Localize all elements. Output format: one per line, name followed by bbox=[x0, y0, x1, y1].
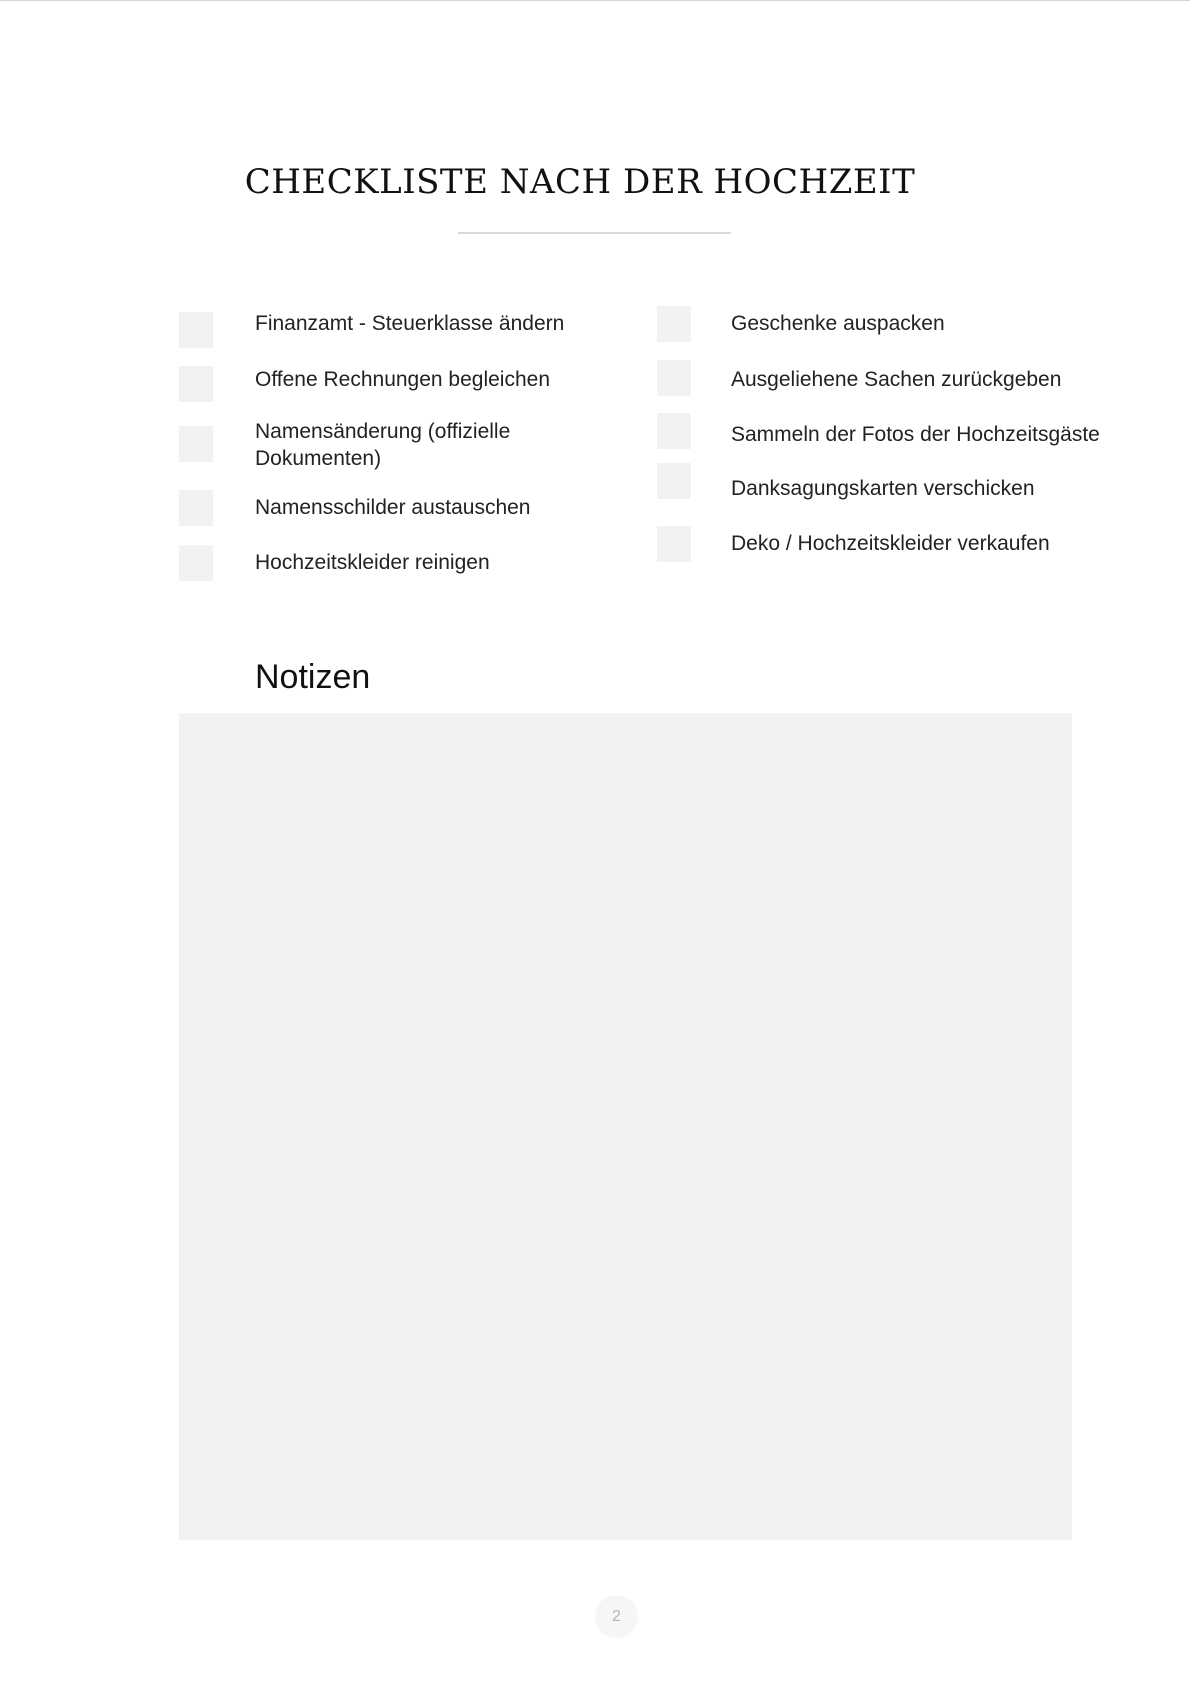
checkbox[interactable] bbox=[657, 360, 691, 396]
checklist-item-label: Deko / Hochzeitskleider verkaufen bbox=[731, 532, 1050, 555]
checkbox[interactable] bbox=[657, 306, 691, 342]
checkbox[interactable] bbox=[179, 366, 213, 402]
checklist-item-label: Sammeln der Fotos der Hochzeitsgäste bbox=[731, 423, 1100, 446]
page-number: 2 bbox=[595, 1595, 638, 1638]
checklist-item-label: Ausgeliehene Sachen zurückgeben bbox=[731, 368, 1062, 391]
checkbox[interactable] bbox=[657, 526, 691, 562]
checkbox[interactable] bbox=[179, 312, 213, 348]
title-divider bbox=[458, 232, 731, 234]
checklist-item-label: Danksagungskarten verschicken bbox=[731, 477, 1035, 500]
checklist-item-label: Finanzamt - Steuerklasse ändern bbox=[255, 312, 565, 335]
checklist-item-label: Namensänderung (offizielle Dokumenten) bbox=[255, 420, 511, 470]
checklist-item-label: Geschenke auspacken bbox=[731, 312, 945, 335]
checklist-item-label: Offene Rechnungen begleichen bbox=[255, 368, 551, 391]
checkbox[interactable] bbox=[179, 426, 213, 462]
checkbox[interactable] bbox=[657, 413, 691, 449]
page-title: CHECKLISTE NACH DER HOCHZEIT bbox=[244, 162, 916, 202]
top-border-line bbox=[0, 0, 1190, 1]
notes-heading: Notizen bbox=[255, 658, 371, 696]
checklist-item-label: Namensschilder austauschen bbox=[255, 496, 531, 519]
notes-input[interactable] bbox=[179, 713, 1072, 1540]
checkbox[interactable] bbox=[179, 545, 213, 581]
checklist-item-label: Hochzeitskleider reinigen bbox=[255, 551, 490, 574]
checkbox[interactable] bbox=[657, 463, 691, 499]
checkbox[interactable] bbox=[179, 490, 213, 526]
